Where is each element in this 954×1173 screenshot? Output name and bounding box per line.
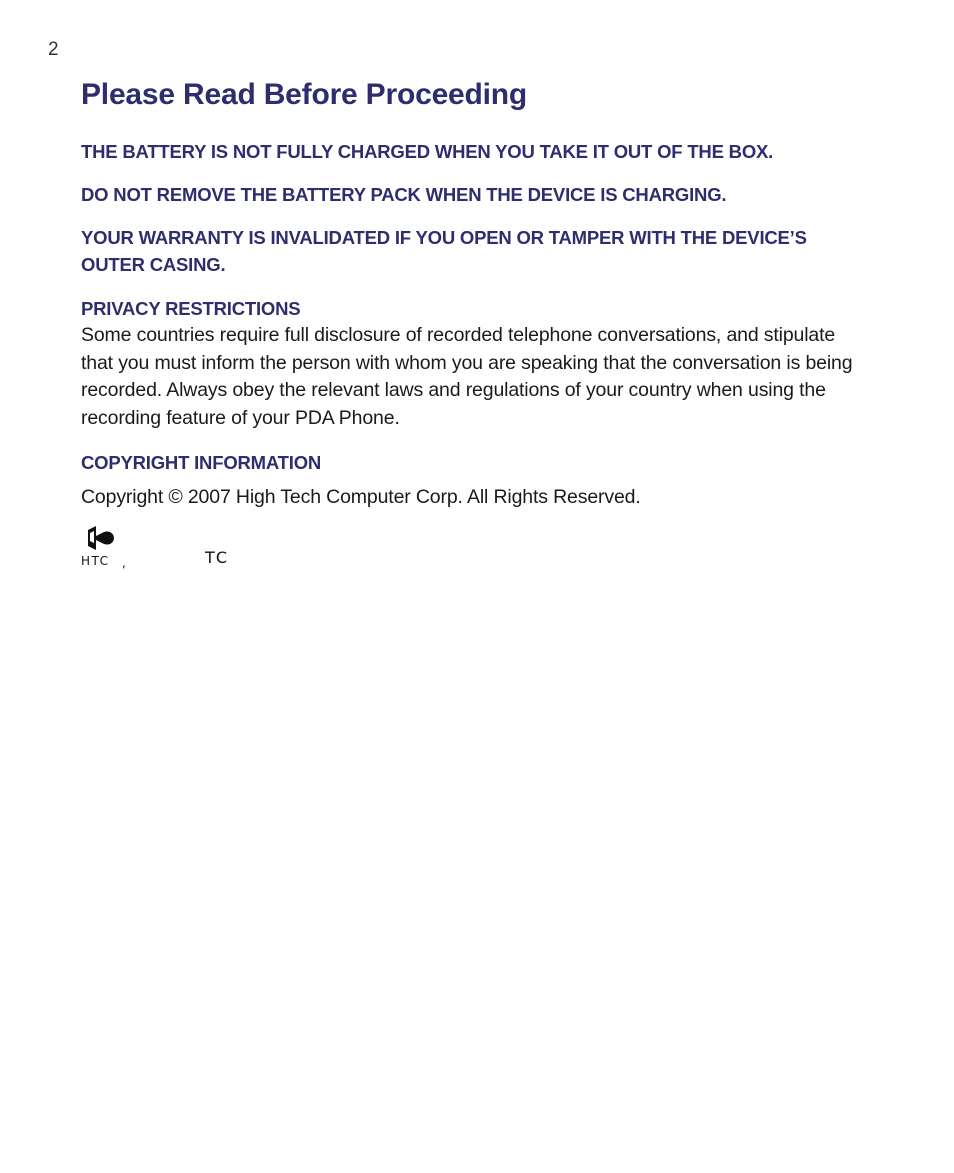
logo-row xyxy=(80,524,280,572)
htc-wordmark: HTC xyxy=(81,554,110,568)
notice-battery-charge: THE BATTERY IS NOT FULLY CHARGED WHEN YOU TAKE IT OUT OF THE BOX. xyxy=(81,141,774,162)
tc-mark-icon xyxy=(205,548,249,566)
copyright-heading: COPYRIGHT INFORMATION xyxy=(81,452,322,473)
page-number: 2 xyxy=(48,39,59,60)
htc-separator: , xyxy=(122,556,126,570)
notice-battery-removal: DO NOT REMOVE THE BATTERY PACK WHEN THE DEVICE IS CHARGING. xyxy=(81,184,727,205)
notice-warranty: YOUR WARRANTY IS INVALIDATED IF YOU OPEN OR TAMPER WITH THE DEVICE’S OUTER CASING. xyxy=(81,227,807,275)
htc-logo-icon xyxy=(80,524,130,570)
privacy-text: Some countries require full disclosure of recorded telephone conversations, and stipulate that you must inform the person with whom you are speaking that the conversation is being recorded. Always obey the relevant laws and regulations of your country when using the recording feature of your PDA Phone. xyxy=(81,324,853,429)
page-content xyxy=(81,74,861,512)
page-title: Please Read Before Proceeding xyxy=(81,78,528,111)
tc-mark-text: TC xyxy=(205,548,230,566)
copyright-text: Copyright © 2007 High Tech Computer Corp. All Rights Reserved. xyxy=(81,486,641,508)
privacy-heading: PRIVACY RESTRICTIONS xyxy=(81,298,301,319)
